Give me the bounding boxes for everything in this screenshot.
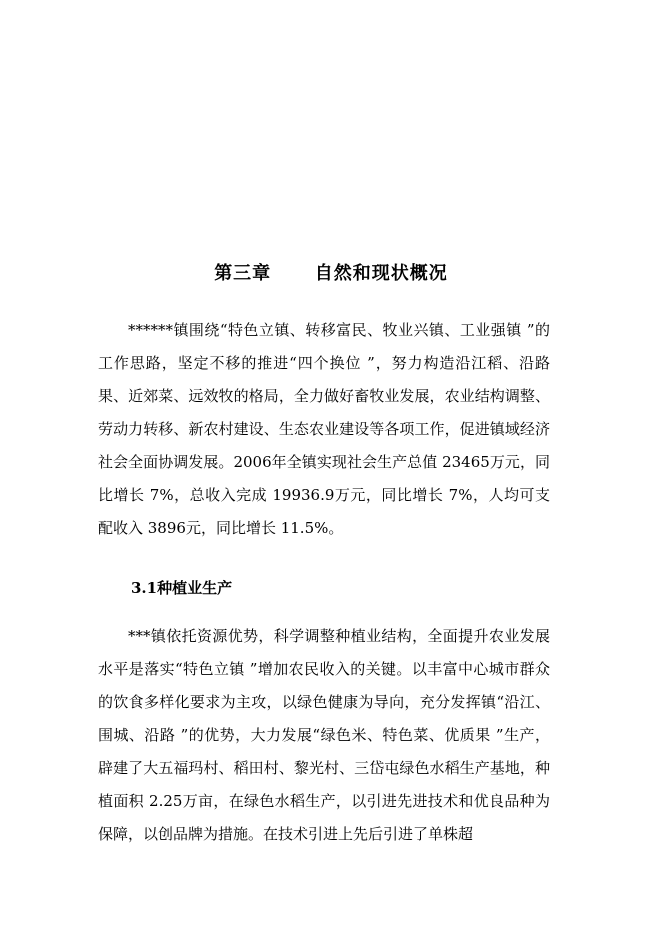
chapter-title: 第三章 自然和现状概况	[214, 263, 448, 284]
section-heading: 3.1种植业生产	[131, 579, 233, 597]
section-paragraph: ***镇依托资源优势，科学调整种植业结构，全面提升农业发展水平是落实“特色立镇 ”增加农民收入的关键。以丰富中心城市群众的饮食多样化要求为主攻，以绿色健康为导向，充分发挥镇“沿江、围城、沿路 ”的优势，大力发展“绿色米、特色菜、优质果 ”生产，辟建了大五福玛村、稻田村、黎光村、三岱屯绿色水稻生产基地，种植面积 2.25万亩，在绿色水稻生产，以引进先进技术和优良品种为保障，以创品牌为措施。在技术引进上先后引进了单株超	[98, 627, 550, 843]
intro-paragraph: ******镇围绕“特色立镇、转移富民、牧业兴镇、工业强镇 ”的工作思路，坚定不移的推进“四个换位 ”，努力构造沿江稻、沿路果、近郊菜、远效牧的格局，全力做好畜牧业发展，农业结构调整、劳动力转移、新农村建设、生态农业建设等各项工作，促进镇域经济社会全面协调发展。2006年全镇实现社会生产总值 23465万元，同比增长 7%，总收入完成 19936.9万元，同比增长 7%，人均可支配收入 3896元，同比增长 11.5%。	[98, 321, 550, 537]
